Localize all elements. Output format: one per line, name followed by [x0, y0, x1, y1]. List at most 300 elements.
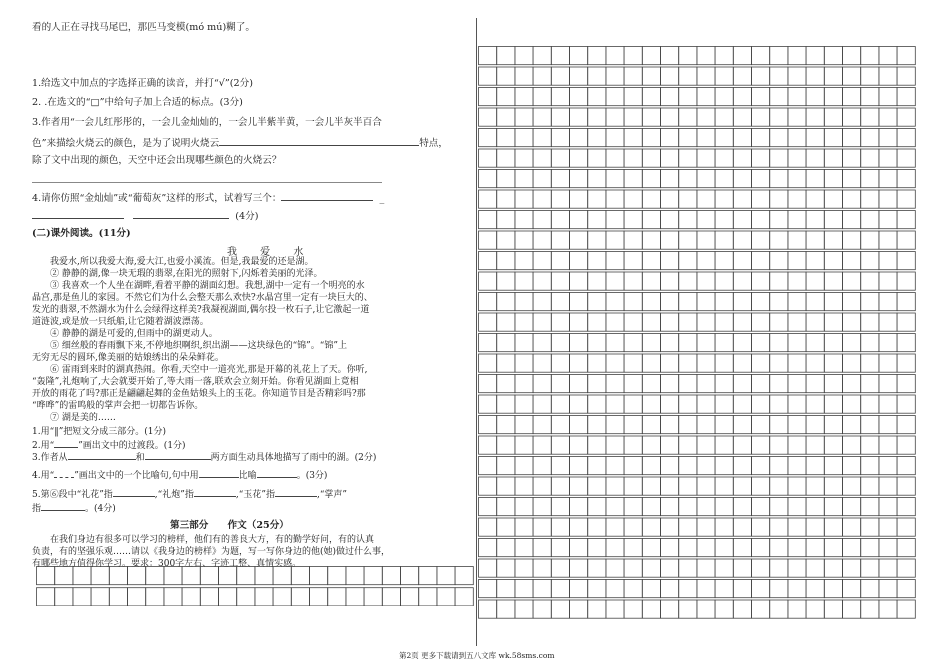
grid-cell[interactable] [497, 559, 515, 577]
grid-cell[interactable] [200, 588, 218, 606]
grid-cell[interactable] [515, 477, 533, 495]
grid-cell[interactable] [642, 375, 660, 393]
grid-cell[interactable] [551, 231, 569, 249]
grid-cell[interactable] [515, 108, 533, 126]
grid-cell[interactable] [479, 47, 497, 65]
grid-cell[interactable] [733, 518, 751, 536]
grid-cell[interactable] [588, 416, 606, 434]
grid-cell[interactable] [624, 211, 642, 229]
grid-cell[interactable] [237, 567, 255, 585]
grid-cell[interactable] [897, 88, 915, 106]
grid-cell[interactable] [624, 416, 642, 434]
writing-grid[interactable] [478, 46, 918, 626]
grid-cell[interactable] [733, 498, 751, 516]
grid-cell[interactable] [897, 129, 915, 147]
grid-cell[interactable] [861, 436, 879, 454]
grid-cell[interactable] [437, 567, 455, 585]
grid-cell[interactable] [788, 518, 806, 536]
grid-cell[interactable] [200, 567, 218, 585]
grid-cell[interactable] [788, 354, 806, 372]
grid-cell[interactable] [843, 231, 861, 249]
grid-cell[interactable] [679, 47, 697, 65]
grid-cell[interactable] [642, 170, 660, 188]
grid-cell[interactable] [642, 190, 660, 208]
grid-cell[interactable] [788, 129, 806, 147]
grid-cell[interactable] [91, 567, 109, 585]
grid-cell[interactable] [533, 252, 551, 270]
grid-cell[interactable] [588, 313, 606, 331]
grid-cell[interactable] [788, 252, 806, 270]
grid-cell[interactable] [697, 436, 715, 454]
answer-blank[interactable] [133, 209, 229, 219]
grid-cell[interactable] [515, 580, 533, 598]
grid-cell[interactable] [897, 498, 915, 516]
grid-cell[interactable] [606, 211, 624, 229]
grid-cell[interactable] [661, 518, 679, 536]
grid-cell[interactable] [588, 108, 606, 126]
grid-cell[interactable] [897, 477, 915, 495]
grid-cell[interactable] [588, 88, 606, 106]
grid-cell[interactable] [679, 67, 697, 85]
grid-cell[interactable] [570, 293, 588, 311]
grid-cell[interactable] [624, 170, 642, 188]
grid-cell[interactable] [73, 567, 91, 585]
grid-cell[interactable] [606, 88, 624, 106]
grid-cell[interactable] [661, 559, 679, 577]
grid-cell[interactable] [861, 580, 879, 598]
grid-cell[interactable] [752, 149, 770, 167]
grid-cell[interactable] [861, 67, 879, 85]
grid-cell[interactable] [843, 211, 861, 229]
grid-cell[interactable] [697, 129, 715, 147]
grid-cell[interactable] [588, 395, 606, 413]
grid-cell[interactable] [770, 457, 788, 475]
grid-cell[interactable] [570, 88, 588, 106]
grid-cell[interactable] [897, 539, 915, 557]
grid-cell[interactable] [824, 334, 842, 352]
grid-cell[interactable] [588, 293, 606, 311]
grid-cell[interactable] [533, 129, 551, 147]
answer-blank[interactable] [219, 136, 419, 146]
grid-cell[interactable] [479, 272, 497, 290]
grid-cell[interactable] [806, 334, 824, 352]
grid-cell[interactable] [479, 190, 497, 208]
grid-cell[interactable] [679, 395, 697, 413]
grid-cell[interactable] [679, 231, 697, 249]
grid-cell[interactable] [752, 498, 770, 516]
grid-cell[interactable] [861, 375, 879, 393]
grid-cell[interactable] [551, 559, 569, 577]
grid-cell[interactable] [861, 252, 879, 270]
grid-cell[interactable] [824, 559, 842, 577]
grid-cell[interactable] [551, 457, 569, 475]
grid-cell[interactable] [570, 395, 588, 413]
grid-cell[interactable] [806, 580, 824, 598]
grid-cell[interactable] [679, 416, 697, 434]
grid-cell[interactable] [770, 477, 788, 495]
grid-cell[interactable] [752, 252, 770, 270]
grid-cell[interactable] [733, 416, 751, 434]
grid-cell[interactable] [661, 108, 679, 126]
grid-cell[interactable] [642, 293, 660, 311]
grid-cell[interactable] [679, 272, 697, 290]
grid-cell[interactable] [624, 559, 642, 577]
grid-cell[interactable] [382, 588, 400, 606]
grid-cell[interactable] [588, 436, 606, 454]
grid-cell[interactable] [733, 252, 751, 270]
grid-cell[interactable] [679, 477, 697, 495]
grid-cell[interactable] [642, 600, 660, 618]
grid-cell[interactable] [843, 539, 861, 557]
grid-cell[interactable] [255, 567, 273, 585]
grid-cell[interactable] [551, 498, 569, 516]
grid-cell[interactable] [806, 477, 824, 495]
grid-cell[interactable] [788, 395, 806, 413]
grid-cell[interactable] [697, 539, 715, 557]
grid-cell[interactable] [497, 334, 515, 352]
grid-cell[interactable] [806, 211, 824, 229]
answer-blank[interactable] [41, 501, 85, 511]
grid-cell[interactable] [624, 600, 642, 618]
grid-cell[interactable] [770, 149, 788, 167]
grid-cell[interactable] [515, 231, 533, 249]
grid-cell[interactable] [533, 293, 551, 311]
grid-cell[interactable] [661, 293, 679, 311]
grid-cell[interactable] [588, 457, 606, 475]
grid-cell[interactable] [861, 129, 879, 147]
grid-cell[interactable] [679, 518, 697, 536]
grid-cell[interactable] [533, 231, 551, 249]
grid-cell[interactable] [479, 211, 497, 229]
grid-cell[interactable] [570, 47, 588, 65]
answer-blank[interactable] [113, 487, 155, 497]
composition-grid-bottom[interactable] [36, 566, 474, 606]
grid-cell[interactable] [788, 477, 806, 495]
grid-cell[interactable] [515, 252, 533, 270]
grid-cell[interactable] [570, 129, 588, 147]
grid-cell[interactable] [697, 190, 715, 208]
grid-cell[interactable] [733, 170, 751, 188]
grid-cell[interactable] [606, 272, 624, 290]
grid-cell[interactable] [824, 518, 842, 536]
grid-cell[interactable] [273, 567, 291, 585]
grid-cell[interactable] [733, 190, 751, 208]
grid-cell[interactable] [733, 67, 751, 85]
grid-cell[interactable] [479, 457, 497, 475]
grid-cell[interactable] [679, 436, 697, 454]
grid-cell[interactable] [533, 580, 551, 598]
grid-cell[interactable] [843, 457, 861, 475]
grid-cell[interactable] [879, 395, 897, 413]
grid-cell[interactable] [879, 354, 897, 372]
grid-cell[interactable] [624, 395, 642, 413]
grid-cell[interactable] [897, 149, 915, 167]
grid-cell[interactable] [697, 375, 715, 393]
grid-cell[interactable] [879, 498, 897, 516]
grid-cell[interactable] [752, 88, 770, 106]
grid-cell[interactable] [897, 600, 915, 618]
grid-cell[interactable] [515, 559, 533, 577]
grid-cell[interactable] [570, 580, 588, 598]
grid-cell[interactable] [806, 313, 824, 331]
grid-cell[interactable] [861, 272, 879, 290]
grid-cell[interactable] [733, 580, 751, 598]
grid-cell[interactable] [824, 498, 842, 516]
grid-cell[interactable] [497, 518, 515, 536]
grid-cell[interactable] [570, 559, 588, 577]
grid-cell[interactable] [788, 190, 806, 208]
grid-cell[interactable] [752, 190, 770, 208]
grid-cell[interactable] [606, 334, 624, 352]
grid-cell[interactable] [897, 518, 915, 536]
grid-cell[interactable] [588, 334, 606, 352]
grid-cell[interactable] [109, 588, 127, 606]
answer-blank[interactable] [281, 191, 373, 201]
grid-cell[interactable] [861, 416, 879, 434]
grid-cell[interactable] [897, 108, 915, 126]
grid-cell[interactable] [752, 170, 770, 188]
grid-cell[interactable] [479, 149, 497, 167]
grid-cell[interactable] [861, 231, 879, 249]
grid-cell[interactable] [661, 252, 679, 270]
grid-cell[interactable] [733, 293, 751, 311]
grid-cell[interactable] [679, 149, 697, 167]
grid-cell[interactable] [551, 580, 569, 598]
grid-cell[interactable] [606, 354, 624, 372]
grid-cell[interactable] [661, 67, 679, 85]
grid-cell[interactable] [770, 293, 788, 311]
grid-cell[interactable] [642, 313, 660, 331]
grid-cell[interactable] [824, 580, 842, 598]
grid-cell[interactable] [551, 539, 569, 557]
grid-cell[interactable] [606, 477, 624, 495]
grid-cell[interactable] [715, 518, 733, 536]
grid-cell[interactable] [715, 108, 733, 126]
grid-cell[interactable] [606, 436, 624, 454]
answer-blank[interactable] [54, 438, 78, 448]
grid-cell[interactable] [697, 518, 715, 536]
grid-cell[interactable] [661, 272, 679, 290]
grid-cell[interactable] [715, 313, 733, 331]
grid-cell[interactable] [788, 457, 806, 475]
grid-cell[interactable] [770, 600, 788, 618]
grid-cell[interactable] [752, 231, 770, 249]
grid-cell[interactable] [752, 477, 770, 495]
grid-cell[interactable] [715, 190, 733, 208]
grid-cell[interactable] [733, 88, 751, 106]
grid-cell[interactable] [879, 313, 897, 331]
grid-cell[interactable] [642, 457, 660, 475]
grid-cell[interactable] [715, 231, 733, 249]
grid-cell[interactable] [879, 334, 897, 352]
grid-cell[interactable] [497, 416, 515, 434]
grid-cell[interactable] [752, 416, 770, 434]
grid-cell[interactable] [879, 580, 897, 598]
grid-cell[interactable] [788, 149, 806, 167]
grid-cell[interactable] [679, 170, 697, 188]
grid-cell[interactable] [806, 600, 824, 618]
grid-cell[interactable] [806, 293, 824, 311]
grid-cell[interactable] [642, 334, 660, 352]
grid-cell[interactable] [733, 457, 751, 475]
grid-cell[interactable] [642, 518, 660, 536]
grid-cell[interactable] [733, 47, 751, 65]
grid-cell[interactable] [642, 416, 660, 434]
grid-cell[interactable] [879, 457, 897, 475]
grid-cell[interactable] [624, 498, 642, 516]
grid-cell[interactable] [788, 600, 806, 618]
grid-cell[interactable] [824, 436, 842, 454]
grid-cell[interactable] [788, 47, 806, 65]
grid-cell[interactable] [570, 231, 588, 249]
grid-cell[interactable] [806, 170, 824, 188]
grid-cell[interactable] [515, 88, 533, 106]
grid-cell[interactable] [515, 395, 533, 413]
grid-cell[interactable] [879, 477, 897, 495]
grid-cell[interactable] [479, 436, 497, 454]
grid-cell[interactable] [533, 457, 551, 475]
grid-cell[interactable] [752, 395, 770, 413]
grid-cell[interactable] [897, 67, 915, 85]
grid-cell[interactable] [419, 567, 437, 585]
grid-cell[interactable] [752, 580, 770, 598]
grid-cell[interactable] [697, 354, 715, 372]
grid-cell[interactable] [897, 252, 915, 270]
grid-cell[interactable] [715, 375, 733, 393]
grid-cell[interactable] [879, 88, 897, 106]
grid-cell[interactable] [752, 313, 770, 331]
grid-cell[interactable] [770, 190, 788, 208]
grid-cell[interactable] [642, 211, 660, 229]
grid-cell[interactable] [788, 170, 806, 188]
grid-cell[interactable] [861, 539, 879, 557]
grid-cell[interactable] [109, 567, 127, 585]
grid-cell[interactable] [515, 354, 533, 372]
grid-cell[interactable] [146, 588, 164, 606]
grid-cell[interactable] [515, 149, 533, 167]
grid-cell[interactable] [551, 252, 569, 270]
grid-cell[interactable] [642, 395, 660, 413]
grid-cell[interactable] [806, 272, 824, 290]
grid-cell[interactable] [570, 108, 588, 126]
grid-cell[interactable] [879, 539, 897, 557]
grid-cell[interactable] [570, 436, 588, 454]
grid-cell[interactable] [770, 108, 788, 126]
grid-cell[interactable] [588, 559, 606, 577]
grid-cell[interactable] [679, 88, 697, 106]
grid-cell[interactable] [843, 600, 861, 618]
grid-cell[interactable] [733, 129, 751, 147]
grid-cell[interactable] [897, 313, 915, 331]
grid-cell[interactable] [843, 559, 861, 577]
grid-cell[interactable] [497, 293, 515, 311]
grid-cell[interactable] [515, 539, 533, 557]
grid-cell[interactable] [661, 190, 679, 208]
grid-cell[interactable] [497, 211, 515, 229]
grid-cell[interactable] [733, 231, 751, 249]
grid-cell[interactable] [770, 580, 788, 598]
grid-cell[interactable] [715, 47, 733, 65]
grid-cell[interactable] [897, 559, 915, 577]
grid-cell[interactable] [146, 567, 164, 585]
grid-cell[interactable] [533, 211, 551, 229]
grid-cell[interactable] [570, 354, 588, 372]
grid-cell[interactable] [715, 88, 733, 106]
grid-cell[interactable] [551, 211, 569, 229]
grid-cell[interactable] [455, 567, 473, 585]
grid-cell[interactable] [479, 129, 497, 147]
grid-cell[interactable] [733, 539, 751, 557]
grid-cell[interactable] [715, 129, 733, 147]
grid-cell[interactable] [697, 580, 715, 598]
grid-cell[interactable] [788, 416, 806, 434]
grid-cell[interactable] [824, 129, 842, 147]
grid-cell[interactable] [551, 190, 569, 208]
grid-cell[interactable] [806, 375, 824, 393]
grid-cell[interactable] [770, 170, 788, 188]
grid-cell[interactable] [606, 170, 624, 188]
grid-cell[interactable] [697, 47, 715, 65]
grid-cell[interactable] [788, 67, 806, 85]
grid-cell[interactable] [661, 375, 679, 393]
grid-cell[interactable] [624, 354, 642, 372]
grid-cell[interactable] [843, 88, 861, 106]
grid-cell[interactable] [897, 395, 915, 413]
grid-cell[interactable] [588, 190, 606, 208]
answer-line[interactable] [32, 182, 382, 183]
grid-cell[interactable] [770, 272, 788, 290]
grid-cell[interactable] [788, 108, 806, 126]
grid-cell[interactable] [291, 567, 309, 585]
grid-cell[interactable] [697, 559, 715, 577]
grid-cell[interactable] [479, 67, 497, 85]
grid-cell[interactable] [624, 231, 642, 249]
grid-cell[interactable] [879, 600, 897, 618]
grid-cell[interactable] [624, 272, 642, 290]
grid-cell[interactable] [661, 313, 679, 331]
grid-cell[interactable] [770, 375, 788, 393]
grid-cell[interactable] [497, 600, 515, 618]
grid-cell[interactable] [479, 559, 497, 577]
grid-cell[interactable] [843, 67, 861, 85]
grid-cell[interactable] [497, 498, 515, 516]
grid-cell[interactable] [824, 231, 842, 249]
answer-blank[interactable] [54, 468, 74, 478]
grid-cell[interactable] [497, 375, 515, 393]
grid-cell[interactable] [73, 588, 91, 606]
grid-cell[interactable] [843, 416, 861, 434]
grid-cell[interactable] [879, 436, 897, 454]
grid-cell[interactable] [624, 313, 642, 331]
grid-cell[interactable] [606, 129, 624, 147]
grid-cell[interactable] [570, 375, 588, 393]
grid-cell[interactable] [606, 108, 624, 126]
grid-cell[interactable] [861, 47, 879, 65]
grid-cell[interactable] [515, 170, 533, 188]
grid-cell[interactable] [515, 293, 533, 311]
grid-cell[interactable] [679, 129, 697, 147]
grid-cell[interactable] [661, 477, 679, 495]
grid-cell[interactable] [37, 588, 55, 606]
grid-cell[interactable] [606, 457, 624, 475]
grid-cell[interactable] [679, 375, 697, 393]
grid-cell[interactable] [497, 108, 515, 126]
grid-cell[interactable] [679, 108, 697, 126]
grid-cell[interactable] [497, 436, 515, 454]
grid-cell[interactable] [497, 354, 515, 372]
grid-cell[interactable] [346, 567, 364, 585]
grid-cell[interactable] [806, 231, 824, 249]
